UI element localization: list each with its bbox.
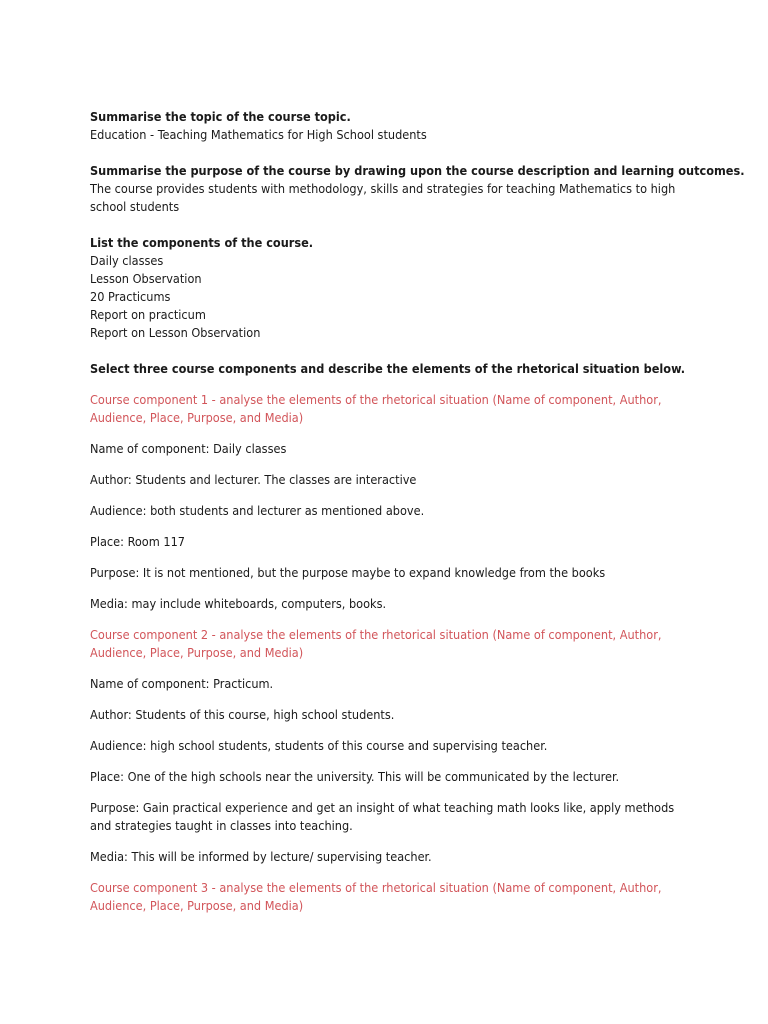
purpose-answer-line-1: The course provides students with methodology, skills and strategies for teaching Mathematics to high [90, 181, 676, 196]
field-value: This will be informed by lecture/ supervising teacher. [131, 849, 432, 864]
field-value: Gain practical experience and get an insight of what teaching math looks like, apply methods [142, 800, 675, 815]
component-3-heading-line-2: Audience, Place, Purpose, and Media) [90, 898, 304, 913]
field-value: Students of this course, high school students. [135, 707, 395, 722]
field-label: Author: [90, 707, 132, 722]
component-1-audience [90, 502, 700, 520]
select-section [90, 360, 700, 378]
component-list-item: 20 Practicums [90, 289, 171, 304]
topic-heading: Summarise the topic of the course topic. [90, 109, 351, 124]
field-value: It is not mentioned, but the purpose maybe to expand knowledge from the books [142, 565, 606, 580]
component-list-item: Daily classes [90, 253, 164, 268]
components-heading: List the components of the course. [90, 235, 314, 250]
component-list-item: Report on practicum [90, 307, 206, 322]
component-2-author [90, 706, 700, 724]
purpose-answer-line-2: school students [90, 199, 180, 214]
field-value: both students and lecturer as mentioned above. [150, 503, 425, 518]
component-2-audience [90, 737, 700, 755]
field-label: Name of component: [90, 441, 210, 456]
component-2-media [90, 848, 700, 866]
component-3-heading-line-1: Course component 3 - analyse the elements of the rhetorical situation (Name of component, Author, [90, 880, 662, 895]
field-value: One of the high schools near the university. This will be communicated by the lecturer. [127, 769, 620, 784]
purpose-section [90, 162, 745, 216]
select-heading: Select three course components and describe the elements of the rhetorical situation below. [90, 361, 686, 376]
field-label: Audience: [90, 503, 147, 518]
component-list-item: Lesson Observation [90, 271, 202, 286]
component-1-heading [90, 391, 700, 427]
component-2-name [90, 675, 700, 693]
field-value: high school students, students of this course and supervising teacher. [150, 738, 548, 753]
component-1-heading-line-1: Course component 1 - analyse the elements of the rhetorical situation (Name of component, Author, [90, 392, 662, 407]
field-label: Media: [90, 596, 128, 611]
component-1-place [90, 533, 700, 551]
field-label: Media: [90, 849, 128, 864]
component-3-heading [90, 879, 700, 915]
component-2-place [90, 768, 700, 786]
field-label: Place: [90, 769, 124, 784]
component-list-item: Report on Lesson Observation [90, 325, 261, 340]
component-1-name [90, 440, 700, 458]
field-value: Students and lecturer. The classes are interactive [135, 472, 417, 487]
field-label: Author: [90, 472, 132, 487]
component-2-purpose [90, 799, 700, 835]
field-label: Name of component: [90, 676, 210, 691]
topic-answer: Education - Teaching Mathematics for High School students [90, 127, 427, 142]
field-label: Purpose: [90, 565, 140, 580]
component-2-heading-line-1: Course component 2 - analyse the elements of the rhetorical situation (Name of component, Author, [90, 627, 662, 642]
field-value: Daily classes [213, 441, 287, 456]
component-2-heading-line-2: Audience, Place, Purpose, and Media) [90, 645, 304, 660]
field-value: may include whiteboards, computers, books. [131, 596, 387, 611]
field-label: Audience: [90, 738, 147, 753]
components-section [90, 234, 700, 342]
purpose-heading: Summarise the purpose of the course by drawing upon the course description and learning outcomes. [90, 163, 745, 178]
document-page [90, 108, 745, 928]
field-value-continued: and strategies taught in classes into teaching. [90, 818, 353, 833]
component-2-heading [90, 626, 700, 662]
field-value: Room 117 [127, 534, 185, 549]
component-1-author [90, 471, 700, 489]
field-label: Place: [90, 534, 124, 549]
component-1-media [90, 595, 700, 613]
field-label: Purpose: [90, 800, 140, 815]
component-1-purpose [90, 564, 700, 582]
field-value: Practicum. [213, 676, 274, 691]
topic-section [90, 108, 700, 144]
component-1-heading-line-2: Audience, Place, Purpose, and Media) [90, 410, 304, 425]
